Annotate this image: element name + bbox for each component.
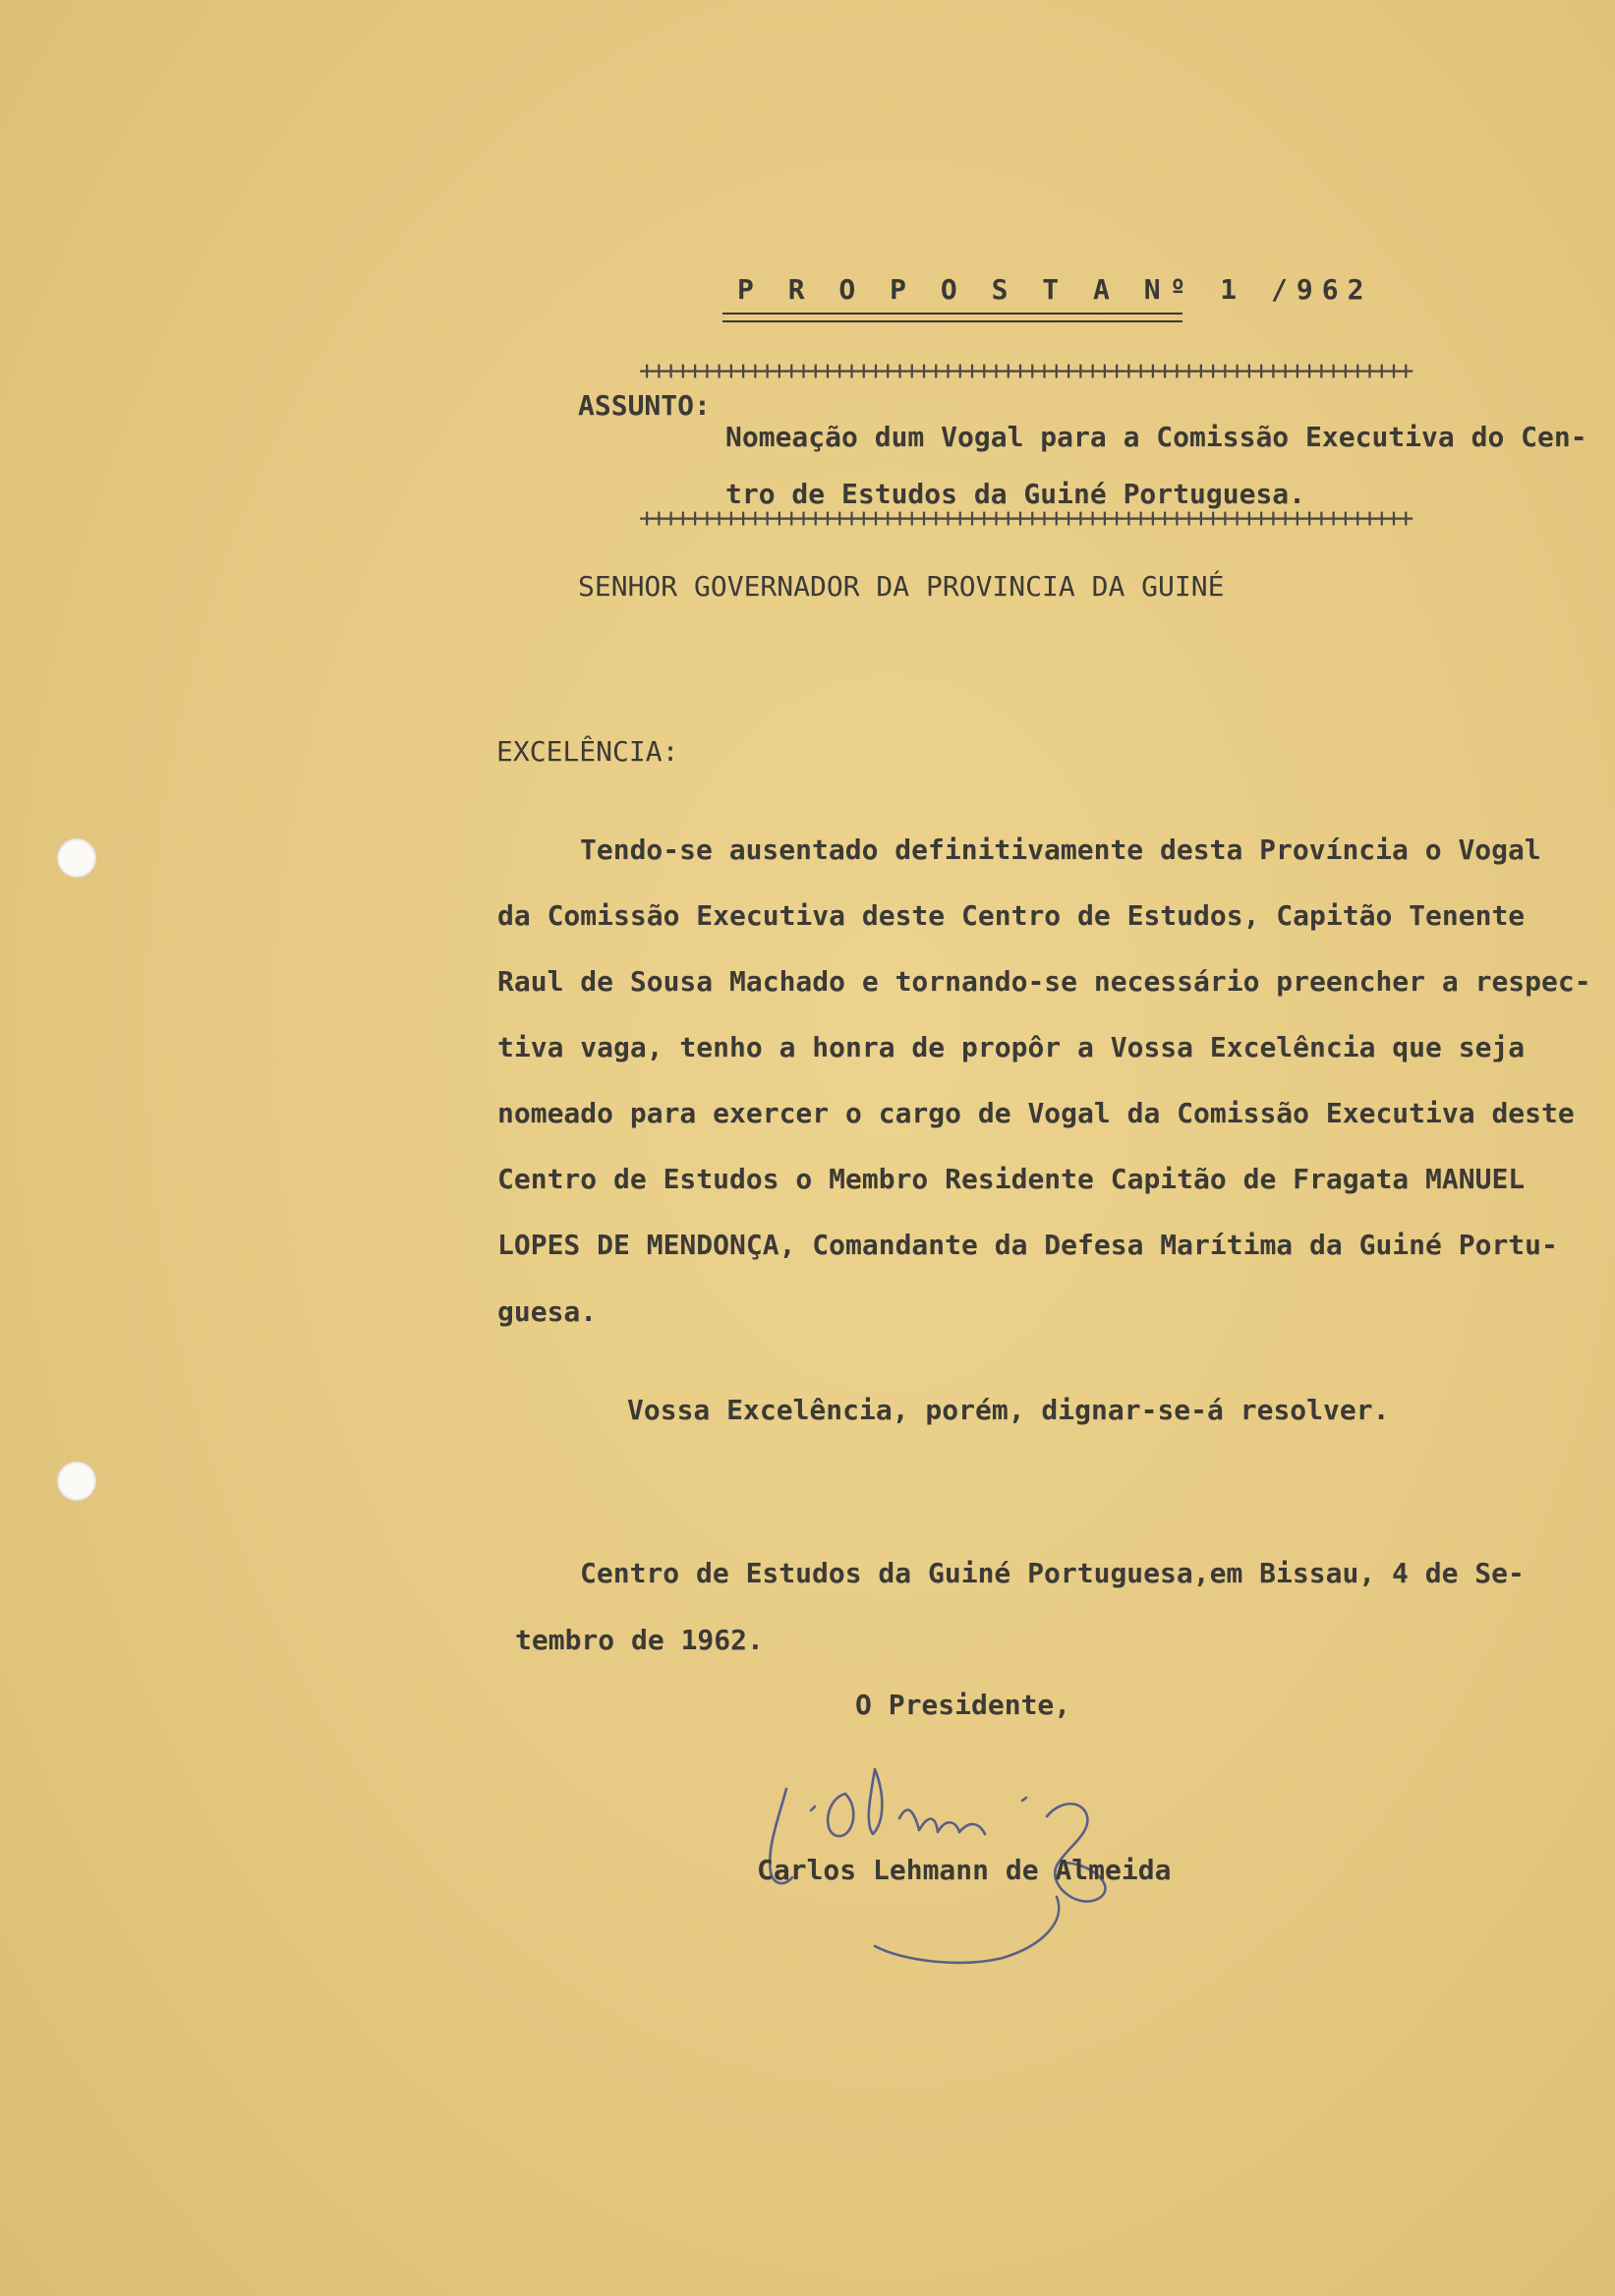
- body-line-6: Centro de Estudos o Membro Residente Capitão de Fragata MANUEL: [497, 1163, 1526, 1195]
- punch-hole-bottom: [57, 1462, 96, 1501]
- subject-line-1: Nomeação dum Vogal para a Comissão Executiva do Cen-: [725, 421, 1587, 453]
- body-line-1: Tendo-se ausentado definitivamente desta Província o Vogal: [580, 833, 1541, 866]
- subject-label: ASSUNTO:: [578, 389, 711, 422]
- signatory-name: Carlos Lehmann de Almeida: [757, 1854, 1172, 1886]
- signature-block: [727, 1740, 1239, 1966]
- subject-line-2: tro de Estudos da Guiné Portuguesa.: [725, 478, 1306, 510]
- body-line-4: tiva vaga, tenho a honra de propôr a Vossa Excelência que seja: [497, 1031, 1526, 1063]
- body-line-3: Raul de Sousa Machado e tornando-se necessário preencher a respec-: [497, 965, 1591, 998]
- separator-top: ++++++++++++++++++++++++++++++++++++++++++++++++++++++++++++++++: [639, 362, 1411, 381]
- body-line-8: guesa.: [497, 1295, 598, 1328]
- title-underline: [722, 313, 1182, 322]
- signatory-title: O Presidente,: [855, 1689, 1071, 1721]
- closing-request: Vossa Excelência, porém, dignar-se-á resolver.: [627, 1394, 1390, 1426]
- handwritten-signature: [727, 1740, 1239, 1966]
- salutation: EXCELÊNCIA:: [496, 735, 679, 768]
- body-line-5: nomeado para exercer o cargo de Vogal da Comissão Executiva deste: [497, 1097, 1575, 1129]
- addressee: SENHOR GOVERNADOR DA PROVINCIA DA GUINÉ: [578, 570, 1225, 603]
- place-date-line-1: Centro de Estudos da Guiné Portuguesa,em Bissau, 4 de Se-: [580, 1557, 1525, 1589]
- punch-hole-top: [57, 838, 96, 878]
- place-date-line-2: tembro de 1962.: [515, 1624, 764, 1656]
- body-line-2: da Comissão Executiva deste Centro de Estudos, Capitão Tenente: [497, 899, 1526, 932]
- separator-bottom: ++++++++++++++++++++++++++++++++++++++++++++++++++++++++++++++++: [639, 509, 1411, 529]
- document-title: P R O P O S T A Nº 1 /962: [737, 273, 1373, 306]
- body-line-7: LOPES DE MENDONÇA, Comandante da Defesa Marítima da Guiné Portu-: [497, 1229, 1558, 1261]
